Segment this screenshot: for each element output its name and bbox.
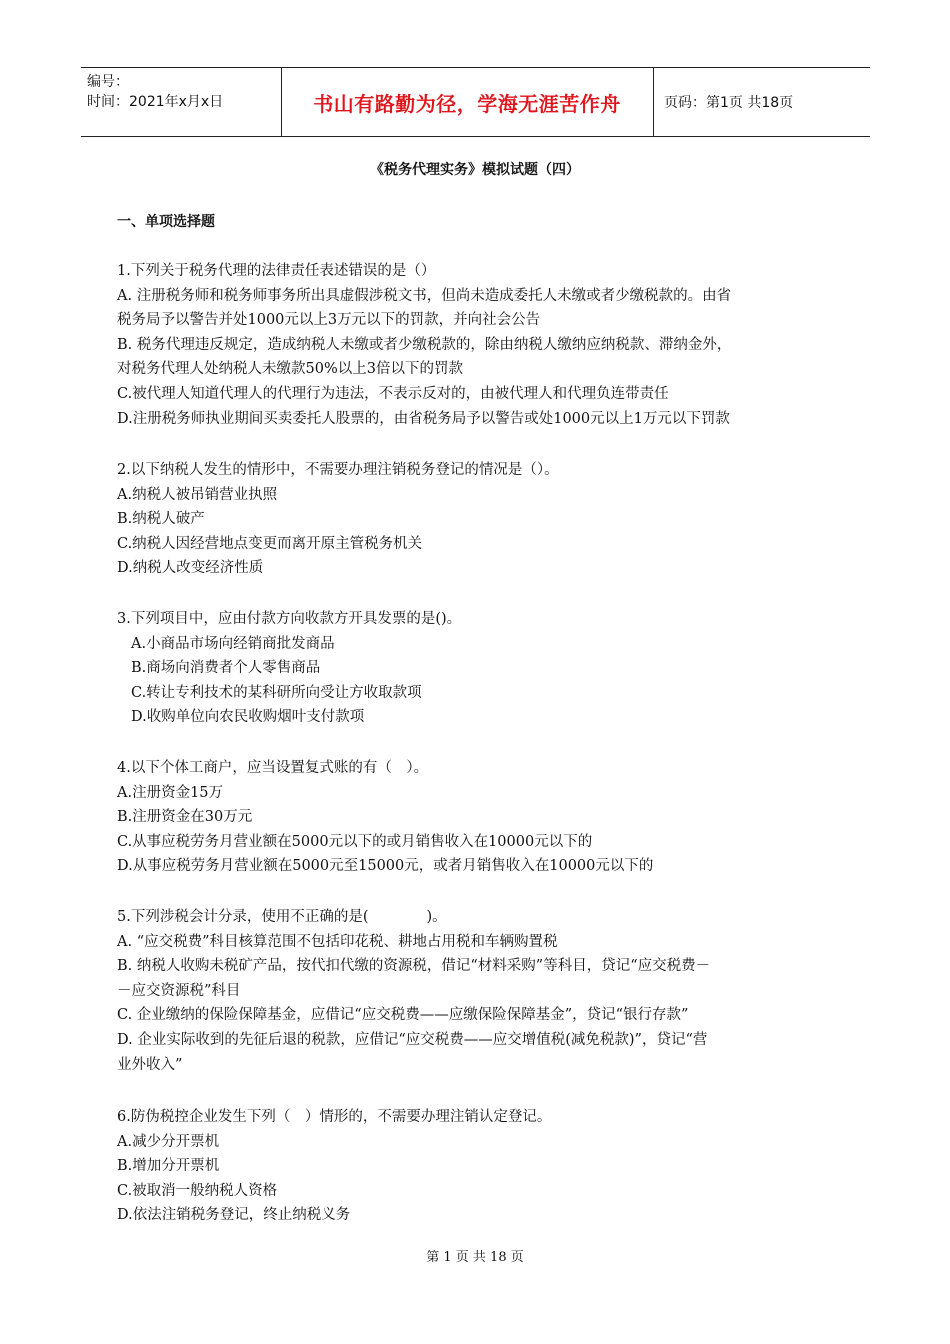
- option-d: D.收购单位向农民收购烟叶支付款项: [131, 709, 365, 726]
- question-2: [117, 458, 837, 581]
- option-a: A. “应交税费”科目核算范围不包括印花税、耕地占用税和车辆购置税: [117, 933, 558, 950]
- motto: 书山有路勤为径，学海无涯苦作舟: [313, 91, 621, 116]
- question-stem: 3.下列项目中，应由付款方向收款方开具发票的是()。: [117, 611, 462, 627]
- section-heading: 一、单项选择题: [117, 214, 215, 230]
- option-a: A.纳税人被吊销营业执照: [117, 486, 278, 503]
- option-b: B.商场向消费者个人零售商品: [131, 660, 321, 677]
- option-d: D.从事应税劳务月营业额在5000元至15000元，或者月销售收入在10000元以下的: [117, 858, 654, 875]
- question-stem: 4.以下个体工商户，应当设置复式账的有（ ）。: [117, 760, 429, 776]
- option-d-cont: 业外收入”: [117, 1056, 183, 1073]
- divider: [653, 68, 654, 136]
- option-b: B.增加分开票机: [117, 1158, 220, 1175]
- option-c: C.被代理人知道代理人的代理行为违法，不表示反对的，由被代理人和代理负连带责任: [117, 385, 669, 402]
- question-stem: 2.以下纳税人发生的情形中，不需要办理注销税务登记的情况是（）。: [117, 462, 559, 478]
- question-3: [117, 607, 837, 730]
- header-table: [81, 67, 870, 137]
- option-a-cont: 税务局予以警告并处1000元以上3万元以下的罚款，并向社会公告: [117, 312, 541, 329]
- number-label: 编号：: [87, 74, 129, 90]
- option-c: C.从事应税劳务月营业额在5000元以下的或月销售收入在10000元以下的: [117, 833, 593, 850]
- option-b-cont: 对税务代理人处纳税人未缴款50%以上3倍以下的罚款: [117, 361, 463, 378]
- option-a: A.注册资金15万: [117, 784, 224, 801]
- option-a: A.小商品市场向经销商批发商品: [131, 635, 335, 652]
- option-b: B. 税务代理违反规定，造成纳税人未缴或者少缴税款的，除由纳税人缴纳应纳税款、滞纳金外，: [117, 336, 732, 353]
- question-6: [117, 1105, 837, 1228]
- page-footer: 第 1 页 共 18 页: [426, 1250, 524, 1265]
- option-d: D.纳税人改变经济性质: [117, 560, 264, 577]
- question-stem: 1.下列关于税务代理的法律责任表述错误的是（）: [117, 263, 436, 279]
- page-info: 页码：第1页 共18页: [664, 95, 794, 111]
- question-5: [117, 905, 837, 1077]
- option-c: C.被取消一般纳税人资格: [117, 1182, 278, 1199]
- question-4: [117, 756, 837, 879]
- option-d: D.注册税务师执业期间买卖委托人股票的，由省税务局予以警告或处1000元以上1万元以下罚款: [117, 410, 730, 427]
- document-title: 《税务代理实务》模拟试题（四）: [370, 162, 580, 178]
- time-label: 时间：2021年x月x日: [87, 94, 224, 110]
- option-d: D.依法注销税务登记，终止纳税义务: [117, 1207, 351, 1224]
- option-b: B.纳税人破产: [117, 511, 205, 528]
- question-stem: 5.下列涉税会计分录，使用不正确的是( )。: [117, 909, 447, 925]
- option-a: A.减少分开票机: [117, 1133, 220, 1150]
- option-d: D. 企业实际收到的先征后退的税款，应借记“应交税费——应交增值税(减免税款)”，贷记“营: [117, 1031, 708, 1048]
- option-b: B.注册资金在30万元: [117, 809, 253, 826]
- header-meta: [87, 72, 223, 112]
- option-b-cont: －应交资源税”科目: [117, 982, 241, 999]
- option-b: B. 纳税人收购未税矿产品，按代扣代缴的资源税，借记“材料采购”等科目，贷记“应交税费－: [117, 958, 711, 975]
- option-c: C.纳税人因经营地点变更而离开原主管税务机关: [117, 535, 423, 552]
- option-a: A. 注册税务师和税务师事务所出具虚假涉税文书，但尚未造成委托人未缴或者少缴税款的。由省: [117, 287, 732, 304]
- option-c: C.转让专利技术的某科研所向受让方收取款项: [131, 684, 422, 701]
- question-1: [117, 259, 837, 431]
- option-c: C. 企业缴纳的保险保障基金，应借记“应交税费——应缴保险保障基金”，贷记“银行存款”: [117, 1007, 689, 1024]
- question-stem: 6.防伪税控企业发生下列（ ）情形的，不需要办理注销认定登记。: [117, 1109, 552, 1125]
